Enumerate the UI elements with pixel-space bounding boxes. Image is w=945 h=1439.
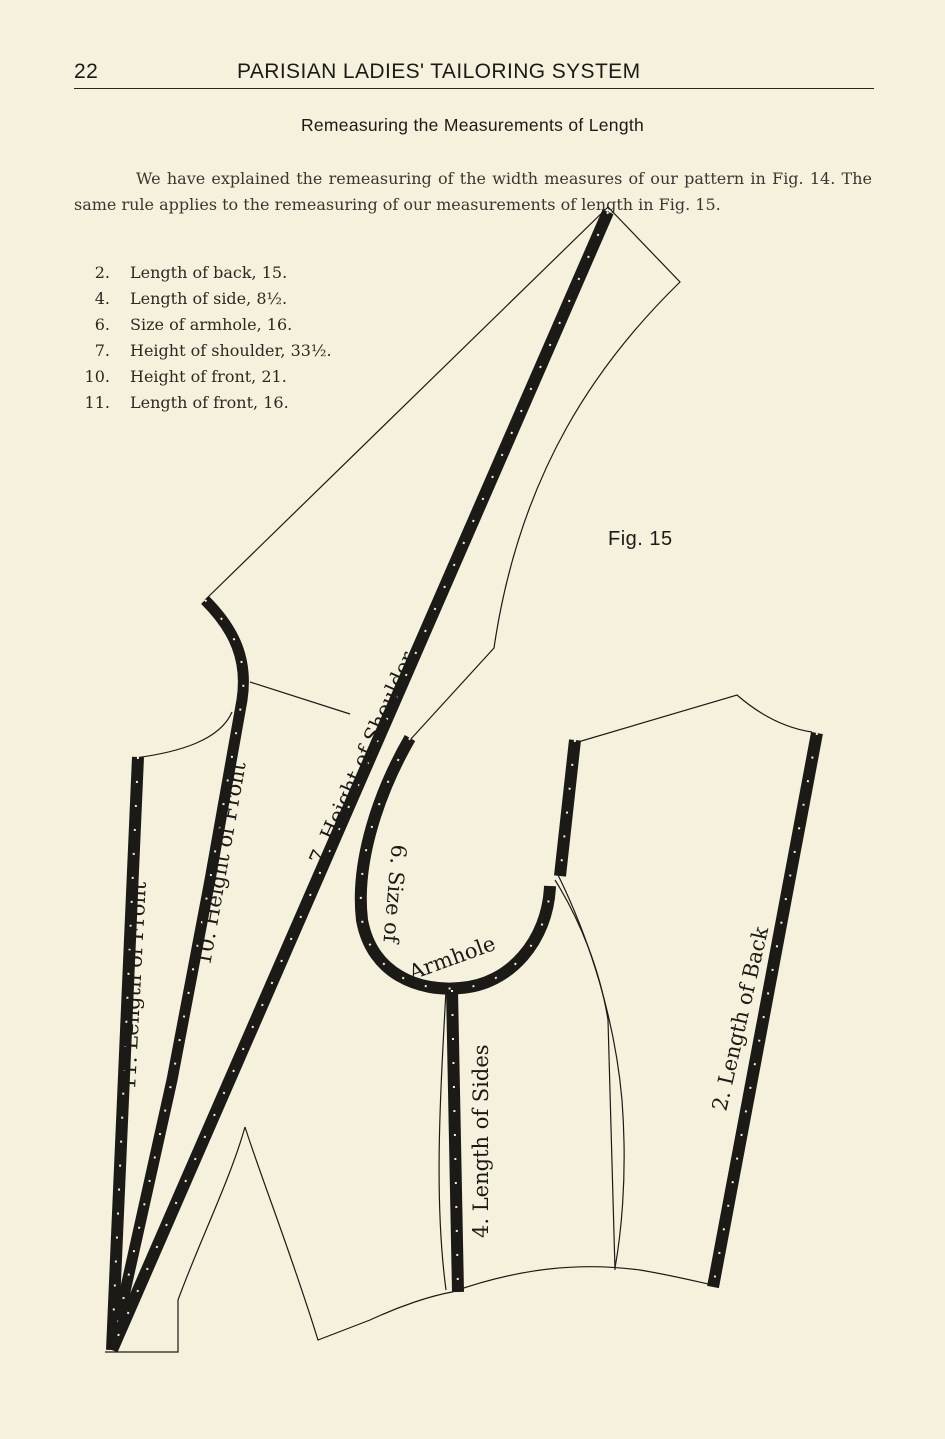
body-paragraph: We have explained the remeasuring of the width measures of our pattern in Fig. 14. The same rule applies to the remeasuring of our measurements of length in Fig. 15. <box>74 169 872 214</box>
label-length-of-sides: 4. Length of Sides <box>469 1044 493 1238</box>
item-text: Height of shoulder, 33½. <box>130 341 332 360</box>
label-length-of-back: 2. Length of Back <box>707 924 774 1114</box>
item-text: Height of front, 21. <box>130 367 287 386</box>
tape-length-of-sides <box>452 990 458 1292</box>
figure-caption: Fig. 15 <box>608 528 673 550</box>
item-text: Length of side, 8½. <box>130 289 288 308</box>
label-length-of-front: 11. Length of Front <box>116 880 151 1091</box>
item-text: Length of back, 15. <box>130 263 288 282</box>
item-number: 10. <box>84 367 110 386</box>
dart-outline <box>178 1127 245 1300</box>
label-size-of-armhole-a: 6. Size of <box>378 843 411 944</box>
label-height-of-shoulder: 7. Height of Shoulder <box>304 648 421 869</box>
page-number: 22 <box>74 60 99 83</box>
running-title: PARISIAN LADIES' TAILORING SYSTEM <box>237 60 641 83</box>
tape-back-upper <box>560 740 575 876</box>
item-number: 7. <box>94 341 110 360</box>
item-number: 11. <box>84 393 110 412</box>
item-number: 4. <box>94 289 110 308</box>
measuring-tapes <box>112 212 817 1350</box>
item-text: Size of armhole, 16. <box>130 315 293 334</box>
sleeve-outline <box>205 207 680 740</box>
item-text: Length of front, 16. <box>130 393 289 412</box>
item-number: 2. <box>94 263 110 282</box>
label-size-of-armhole-b: Armhole <box>405 931 499 985</box>
tape-length-of-back <box>713 733 817 1287</box>
item-number: 6. <box>94 315 110 334</box>
section-title: Remeasuring the Measurements of Length <box>300 115 645 135</box>
label-height-of-front: 10. Height of Front <box>191 759 251 967</box>
tape-labels <box>116 647 773 1238</box>
